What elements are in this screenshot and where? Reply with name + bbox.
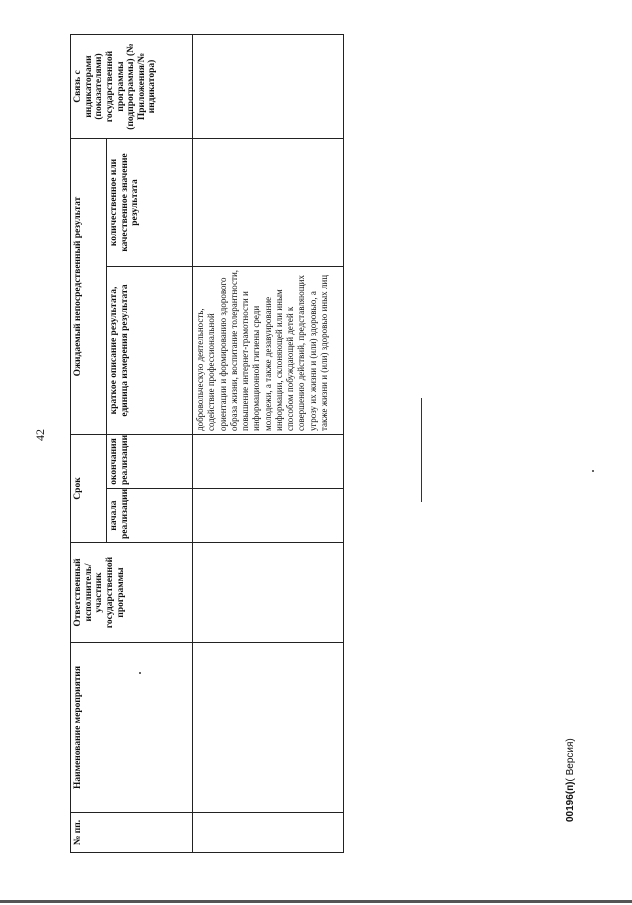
cell-executor (193, 543, 344, 643)
table-row (193, 35, 344, 853)
footer-version: ( Версия) (565, 738, 576, 782)
cell-value (193, 139, 344, 267)
header-term-start: начала реализации (107, 489, 193, 543)
header-num: № пп. (71, 813, 193, 853)
speck (592, 470, 594, 472)
cell-description: добровольческую деятельность, содействие профессиональной ориентации и формированию здорового образа жизни, воспитание толерантности, повышение интернет-грамотности и информационной гигиены среди молодежи, а также дезавуирование информации, склоняющей или иным способом побуждающей детей к совершению действий, представляющих угрозу их жизни и (или) здоровью, а также жизни и (или) здоровью иных лиц (193, 267, 344, 435)
cell-name (193, 643, 344, 813)
header-term-end: окончания реализации (107, 435, 193, 489)
header-executor: Ответственный исполнитель/участник государственной программы (71, 543, 193, 643)
rotated-table-container (70, 35, 344, 853)
cell-end (193, 435, 344, 489)
header-expected: Ожидаемый непосредственный результат (71, 139, 107, 435)
footer-code (565, 738, 576, 822)
header-expected-value: количественное или качественное значение результата (107, 139, 193, 267)
scan-bottom-edge (0, 900, 632, 903)
activities-table (70, 34, 344, 853)
footer-code-id: 00196(п) (565, 781, 576, 822)
vertical-rule (421, 398, 422, 502)
cell-start (193, 489, 344, 543)
speck (139, 672, 141, 674)
header-link: Связь с индикаторами (показателями) государственной программы (подпрограммы) (№ Приложения/№ индикатора) (71, 35, 193, 139)
cell-num (193, 813, 344, 853)
header-name: Наименование мероприятия (71, 643, 193, 813)
header-expected-desc: краткое описание результата, единица измерения результата (107, 267, 193, 435)
page-number: 42 (33, 429, 47, 441)
header-term: Срок (71, 435, 107, 543)
cell-link (193, 35, 344, 139)
